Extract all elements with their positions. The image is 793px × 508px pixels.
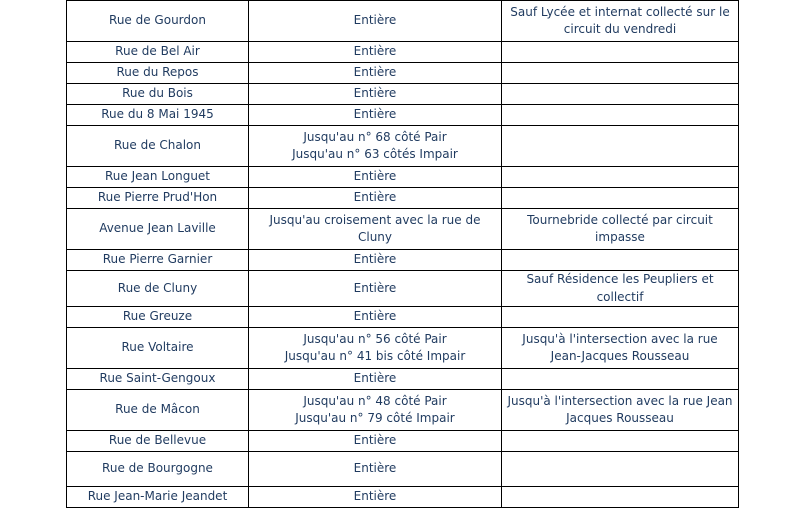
remark-cell bbox=[502, 328, 739, 369]
remark-cell bbox=[502, 307, 739, 328]
street-name-cell: Rue Jean Longuet bbox=[67, 167, 249, 188]
table-row bbox=[67, 271, 739, 307]
street-name-cell: Rue de Bourgogne bbox=[67, 452, 249, 487]
street-name-cell: Rue de Chalon bbox=[67, 126, 249, 167]
remark-line: collectif bbox=[596, 289, 644, 304]
street-name-cell: Rue de Bellevue bbox=[67, 431, 249, 452]
table-row bbox=[67, 307, 739, 328]
extent-cell bbox=[249, 105, 502, 126]
remark-cell bbox=[502, 84, 739, 105]
table-row bbox=[67, 452, 739, 487]
extent-line: Cluny bbox=[357, 230, 393, 244]
remark-cell bbox=[502, 487, 739, 508]
remark-cell bbox=[502, 390, 739, 431]
extent-cell bbox=[249, 126, 502, 167]
extent-cell bbox=[249, 84, 502, 105]
table-row bbox=[67, 63, 739, 84]
extent-line: Entière bbox=[353, 461, 397, 476]
extent-line: Entière bbox=[353, 252, 397, 267]
remark-line: Tournebride collecté par circuit bbox=[527, 212, 713, 227]
table-row bbox=[67, 42, 739, 63]
extent-line: Entière bbox=[353, 433, 397, 448]
extent-cell bbox=[249, 42, 502, 63]
extent-line: Jusqu'au n° 63 côtés Impair bbox=[292, 147, 458, 161]
street-name-cell: Rue Pierre Prud'Hon bbox=[67, 188, 249, 209]
table-row bbox=[67, 126, 739, 167]
remark-cell bbox=[502, 42, 739, 63]
street-name-cell: Rue du Bois bbox=[67, 84, 249, 105]
remark-cell bbox=[502, 167, 739, 188]
extent-line: Entière bbox=[353, 280, 397, 295]
street-name-cell: Rue Greuze bbox=[67, 307, 249, 328]
extent-cell bbox=[249, 487, 502, 508]
table-row bbox=[67, 369, 739, 390]
extent-cell bbox=[249, 307, 502, 328]
street-name-cell: Rue Saint-Gengoux bbox=[67, 369, 249, 390]
extent-line: Entière bbox=[353, 309, 397, 324]
street-name-cell: Rue de Mâcon bbox=[67, 390, 249, 431]
extent-line: Jusqu'au n° 79 côté Impair bbox=[295, 411, 455, 425]
table-row bbox=[67, 390, 739, 431]
extent-cell bbox=[249, 209, 502, 250]
remark-line: Jusqu'à l'intersection avec la rue Jean bbox=[507, 393, 733, 408]
table-row bbox=[67, 84, 739, 105]
extent-line: Jusqu'au n° 56 côté Pair bbox=[303, 331, 447, 346]
remark-cell bbox=[502, 105, 739, 126]
street-collection-table bbox=[66, 0, 739, 508]
remark-cell bbox=[502, 452, 739, 487]
extent-line: Entière bbox=[353, 190, 397, 205]
remark-cell bbox=[502, 209, 739, 250]
remark-cell bbox=[502, 188, 739, 209]
remark-cell bbox=[502, 250, 739, 271]
street-name-cell: Rue du Repos bbox=[67, 63, 249, 84]
remark-line: impasse bbox=[595, 230, 645, 244]
extent-cell bbox=[249, 328, 502, 369]
table-row bbox=[67, 209, 739, 250]
extent-line: Jusqu'au n° 41 bis côté Impair bbox=[284, 349, 466, 363]
extent-line: Jusqu'au n° 68 côté Pair bbox=[303, 129, 447, 144]
extent-cell bbox=[249, 167, 502, 188]
extent-line: Entière bbox=[353, 65, 397, 80]
extent-cell bbox=[249, 63, 502, 84]
remark-line: Jacques Rousseau bbox=[566, 411, 674, 425]
extent-line: Entière bbox=[353, 371, 397, 386]
table-row bbox=[67, 105, 739, 126]
remark-cell bbox=[502, 1, 739, 42]
remark-line: Jean-Jacques Rousseau bbox=[550, 349, 690, 363]
street-name-cell: Rue Pierre Garnier bbox=[67, 250, 249, 271]
extent-cell bbox=[249, 431, 502, 452]
street-name-cell: Rue de Cluny bbox=[67, 271, 249, 307]
remark-line: circuit du vendredi bbox=[563, 22, 677, 36]
table-body bbox=[67, 1, 739, 508]
extent-line: Entière bbox=[353, 489, 397, 504]
table-row bbox=[67, 250, 739, 271]
extent-cell bbox=[249, 452, 502, 487]
remark-cell bbox=[502, 271, 739, 307]
street-name-cell: Rue du 8 Mai 1945 bbox=[67, 105, 249, 126]
table-row bbox=[67, 328, 739, 369]
remark-cell bbox=[502, 431, 739, 452]
extent-cell bbox=[249, 1, 502, 42]
street-name-cell: Rue de Gourdon bbox=[67, 1, 249, 42]
extent-line: Jusqu'au croisement avec la rue de bbox=[269, 212, 481, 227]
table-row bbox=[67, 1, 739, 42]
extent-cell bbox=[249, 250, 502, 271]
remark-line: Jusqu'à l'intersection avec la rue bbox=[522, 331, 718, 346]
remark-cell bbox=[502, 63, 739, 84]
extent-line: Entière bbox=[353, 86, 397, 101]
remark-line: Sauf Résidence les Peupliers et bbox=[526, 272, 714, 286]
extent-cell bbox=[249, 188, 502, 209]
extent-line: Jusqu'au n° 48 côté Pair bbox=[303, 393, 447, 408]
remark-cell bbox=[502, 126, 739, 167]
table-row bbox=[67, 431, 739, 452]
extent-line: Entière bbox=[353, 44, 397, 59]
extent-cell bbox=[249, 369, 502, 390]
extent-cell bbox=[249, 390, 502, 431]
table-row bbox=[67, 487, 739, 508]
extent-line: Entière bbox=[353, 13, 397, 28]
table-row bbox=[67, 188, 739, 209]
street-name-cell: Rue Voltaire bbox=[67, 328, 249, 369]
remark-line: Sauf Lycée et internat collecté sur le bbox=[510, 4, 730, 19]
street-name-cell: Rue Jean-Marie Jeandet bbox=[67, 487, 249, 508]
street-name-cell: Avenue Jean Laville bbox=[67, 209, 249, 250]
extent-cell bbox=[249, 271, 502, 307]
table-row bbox=[67, 167, 739, 188]
extent-line: Entière bbox=[353, 107, 397, 122]
street-name-cell: Rue de Bel Air bbox=[67, 42, 249, 63]
remark-cell bbox=[502, 369, 739, 390]
extent-line: Entière bbox=[353, 169, 397, 184]
